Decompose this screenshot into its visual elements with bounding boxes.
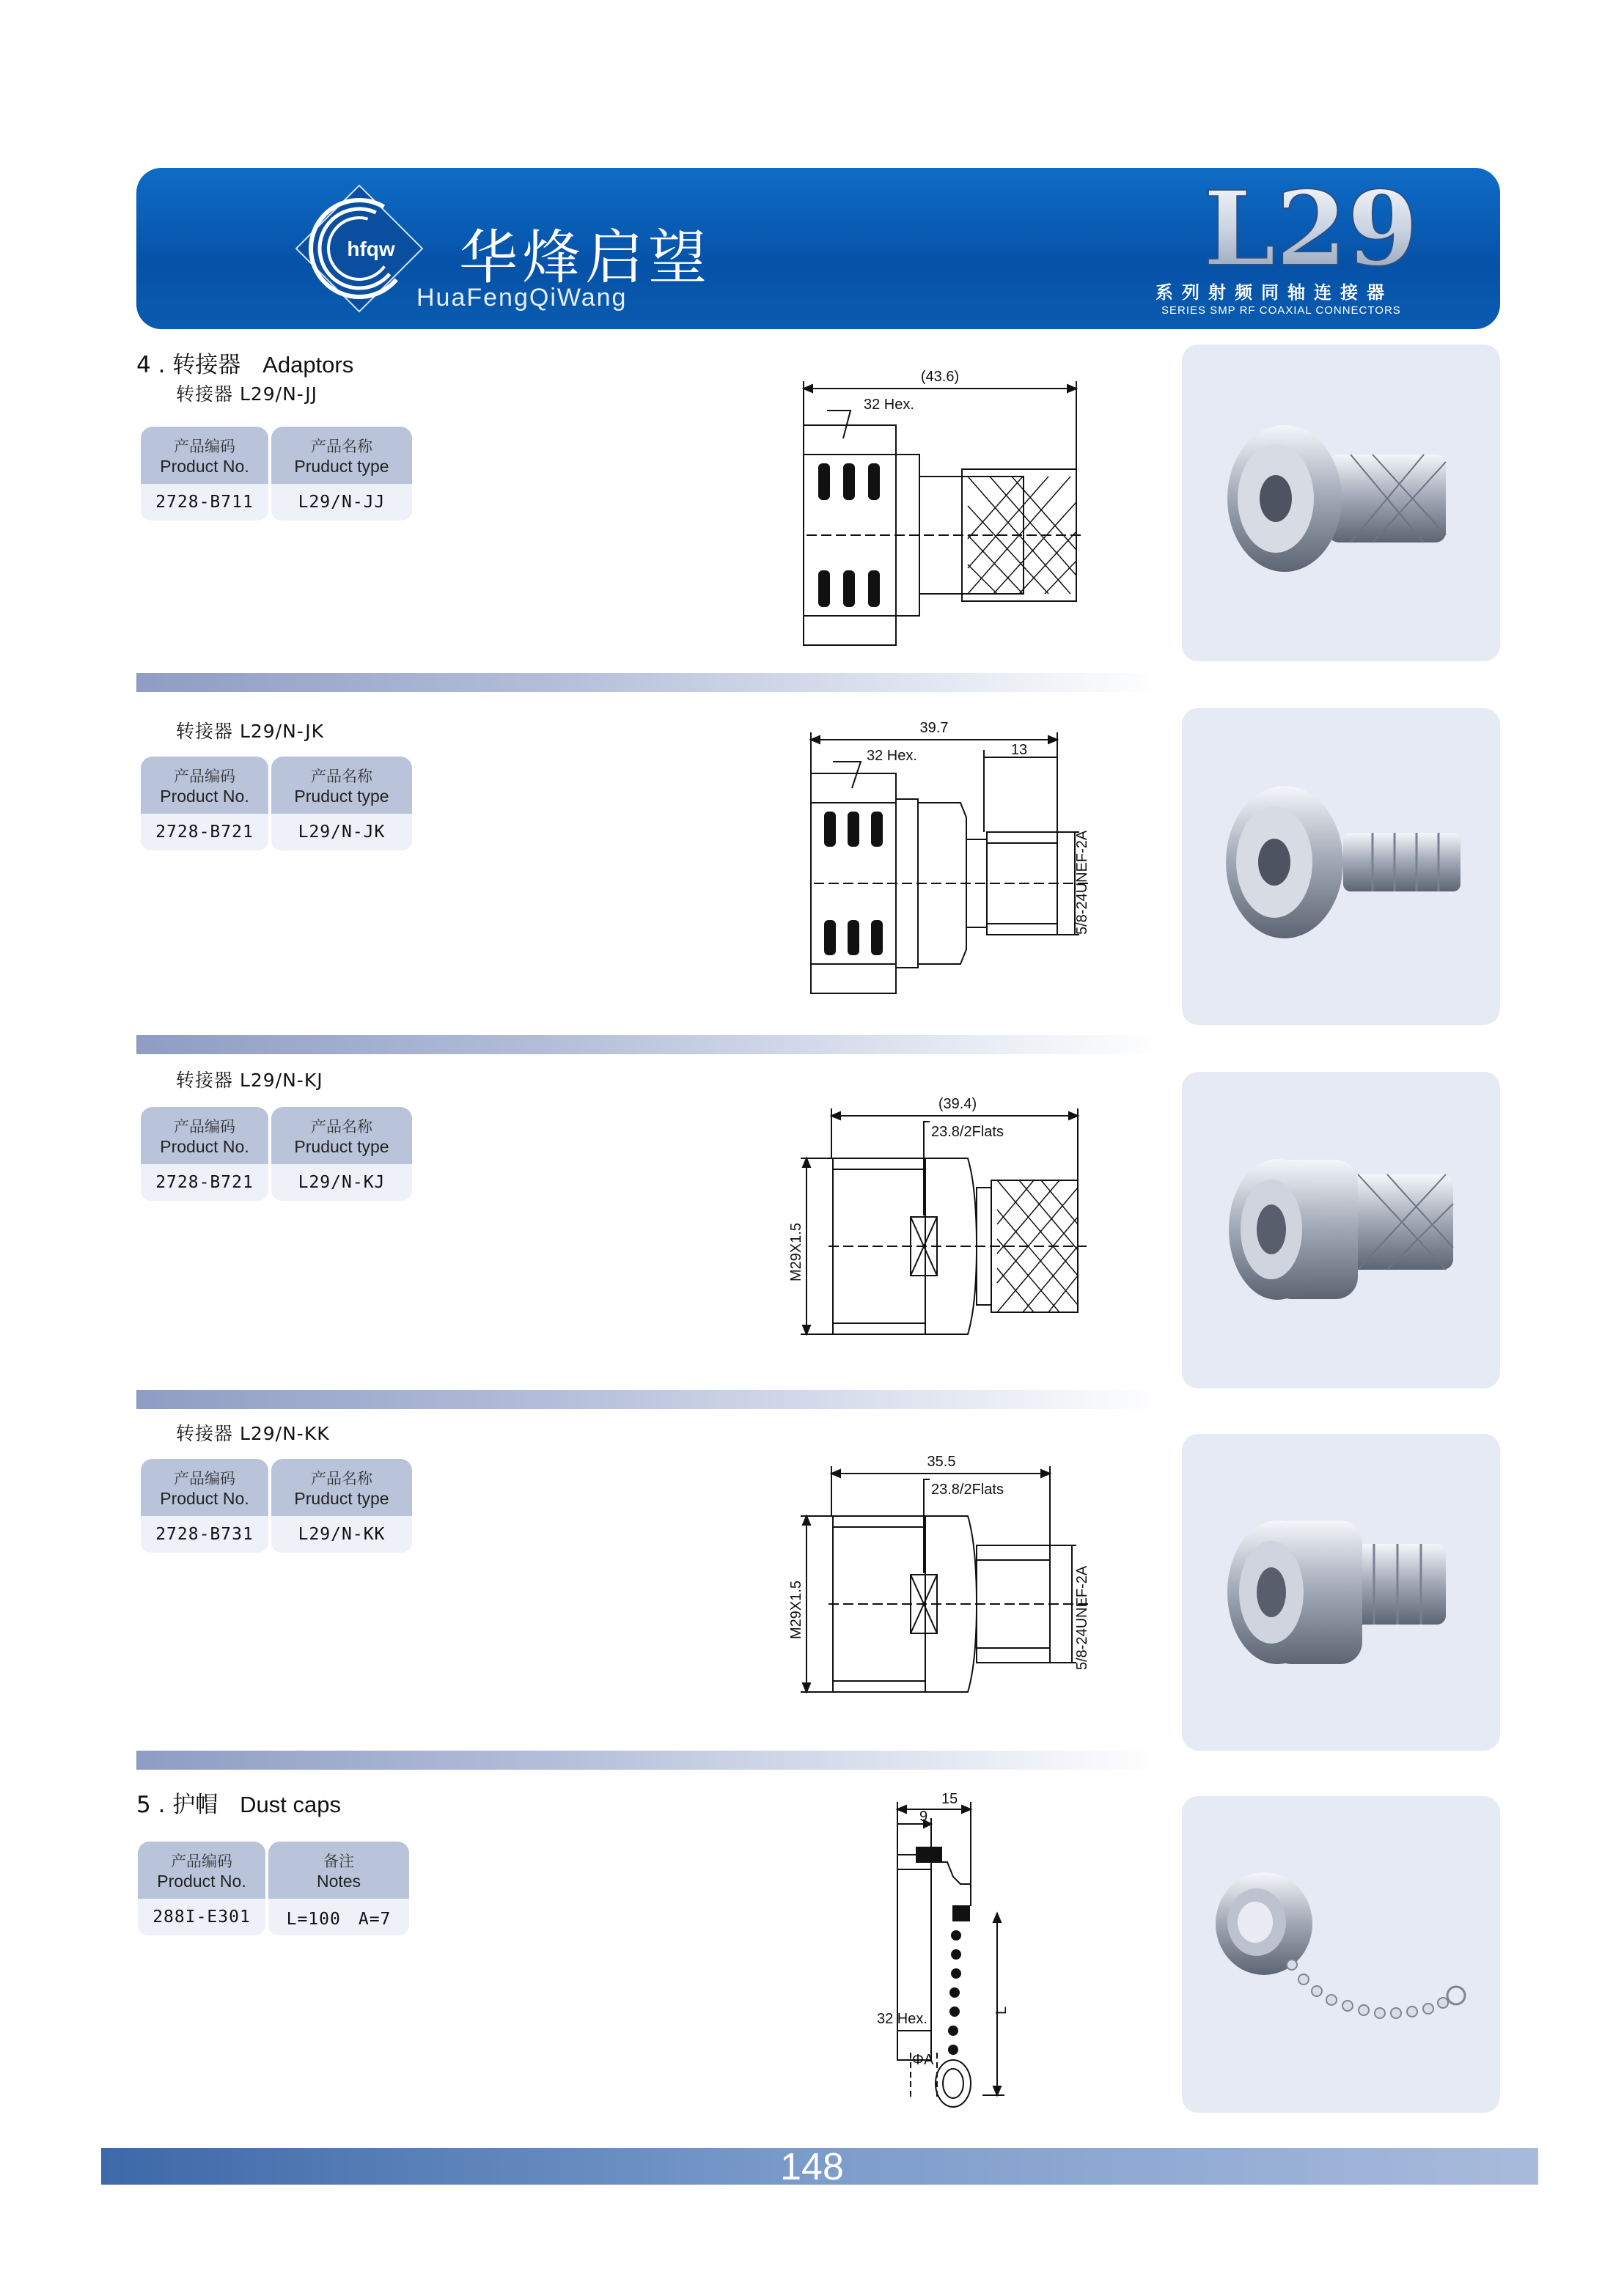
- product-subtitle: 转接器 L29/N-JK: [176, 721, 324, 742]
- photo-panel-n-jk: [1182, 708, 1500, 1025]
- dim-thread: M29X1.5: [788, 1580, 804, 1639]
- dim-length: 39.7: [919, 720, 949, 736]
- section-divider: [136, 1035, 1163, 1054]
- dim-hex: 32 Hex.: [867, 748, 917, 764]
- product-table: [141, 757, 412, 850]
- header-product-no: 产品编码 Product No.: [141, 427, 268, 484]
- dim-hex: 32 Hex.: [877, 2011, 927, 2027]
- series-title-cn: 系列射频同轴连接器: [1155, 282, 1393, 303]
- cell-product-type: L29/N-JJ: [271, 484, 412, 520]
- cell-product-no: 2728-B711: [141, 484, 268, 520]
- product-subtitle: 转接器 L29/N-KJ: [176, 1070, 323, 1091]
- header-banner: [136, 168, 1500, 329]
- cell-product-no: 2728-B731: [141, 1516, 268, 1553]
- cell-product-type: L29/N-KJ: [271, 1164, 412, 1201]
- drawing-dust-cap: [865, 1789, 1041, 2111]
- product-table: [141, 1459, 412, 1553]
- series-title-en: SERIES SMP RF COAXIAL CONNECTORS: [1161, 304, 1401, 317]
- dim-length: L: [993, 2006, 1010, 2015]
- photo-panel-n-kk: [1182, 1434, 1500, 1751]
- dim-flats: 23.8/2Flats: [931, 1124, 1004, 1140]
- cell-product-type: L29/N-KK: [271, 1516, 412, 1553]
- series-code-emblem: [1172, 172, 1450, 282]
- section-heading-dust-caps: [136, 1786, 341, 1819]
- section-number: 4 .: [136, 352, 166, 378]
- section-divider: [136, 1390, 1163, 1409]
- dim-thread: 5/8-24UNEF-2A: [1074, 830, 1090, 935]
- cell-product-no: 2728-B721: [141, 814, 268, 850]
- drawing-n-jj: [792, 367, 1100, 660]
- product-subtitle: 转接器 L29/N-KK: [176, 1423, 330, 1444]
- section-title-cn: 转接器: [172, 352, 241, 378]
- dim-width-inner: 9: [919, 1809, 928, 1825]
- product-table: [138, 1842, 409, 1935]
- header-product-type: 产品名称 Pruduct type: [271, 1107, 412, 1164]
- cell-product-no: 2728-B721: [141, 1164, 268, 1201]
- brand-logo-icon: [293, 183, 425, 314]
- product-table: [141, 427, 412, 520]
- header-product-no: 产品编码 Product No.: [141, 1459, 268, 1516]
- logo-text: hfqw: [347, 238, 395, 260]
- header-product-no: 产品编码 Product No.: [141, 757, 268, 814]
- header-product-type: 产品名称 Pruduct type: [271, 1459, 412, 1516]
- header-product-type: 产品名称 Pruduct type: [271, 427, 412, 484]
- dim-tail: 13: [1010, 742, 1028, 758]
- header-product-no: 产品编码 Product No.: [141, 1107, 268, 1164]
- dim-width-outer: 15: [941, 1791, 958, 1807]
- product-subtitle: 转接器 L29/N-JJ: [176, 383, 317, 405]
- page-number: 148: [780, 2146, 844, 2188]
- section-number: 5 .: [136, 1792, 166, 1818]
- drawing-n-kk: [785, 1450, 1107, 1714]
- cell-product-no: 288I-E301: [138, 1899, 265, 1935]
- cell-notes: L=100 A=7: [268, 1899, 409, 1935]
- section-title-en: Adaptors: [262, 352, 354, 378]
- dim-length: (43.6): [920, 369, 960, 385]
- drawing-n-jk: [792, 715, 1114, 1008]
- section-title-cn: 护帽: [172, 1792, 218, 1818]
- header-notes: 备注 Notes: [268, 1842, 409, 1899]
- dim-hex: 32 Hex.: [864, 397, 914, 413]
- dim-length: 35.5: [927, 1454, 956, 1470]
- connector-photo: [1182, 345, 1500, 661]
- brand-name-cn: 华烽启望: [459, 224, 711, 292]
- dust-cap-photo: [1182, 1796, 1500, 2113]
- connector-photo: [1182, 1434, 1500, 1751]
- cell-product-type: L29/N-JK: [271, 814, 412, 850]
- section-heading-adaptors: [136, 346, 353, 379]
- section-divider: [136, 1751, 1163, 1770]
- photo-panel-dust-cap: [1182, 1796, 1500, 2113]
- photo-panel-n-jj: [1182, 345, 1500, 661]
- connector-photo: [1182, 1072, 1500, 1388]
- section-title-en: Dust caps: [240, 1792, 341, 1817]
- section-divider: [136, 673, 1163, 692]
- brand-name-en: HuaFengQiWang: [416, 284, 628, 312]
- dim-length: (39.4): [938, 1096, 977, 1112]
- dim-diameter: ΦA: [912, 2052, 934, 2068]
- dim-thread: M29X1.5: [788, 1222, 804, 1281]
- drawing-n-kj: [785, 1092, 1092, 1356]
- series-code-text: L29: [1203, 172, 1419, 282]
- connector-photo: [1182, 708, 1500, 1025]
- dim-flats: 23.8/2Flats: [931, 1482, 1004, 1498]
- header-product-type: 产品名称 Pruduct type: [271, 757, 412, 814]
- photo-panel-n-kj: [1182, 1072, 1500, 1388]
- product-table: [141, 1107, 412, 1201]
- header-product-no: 产品编码 Product No.: [138, 1842, 265, 1899]
- dim-thread-2: 5/8-24UNEF-2A: [1074, 1565, 1090, 1670]
